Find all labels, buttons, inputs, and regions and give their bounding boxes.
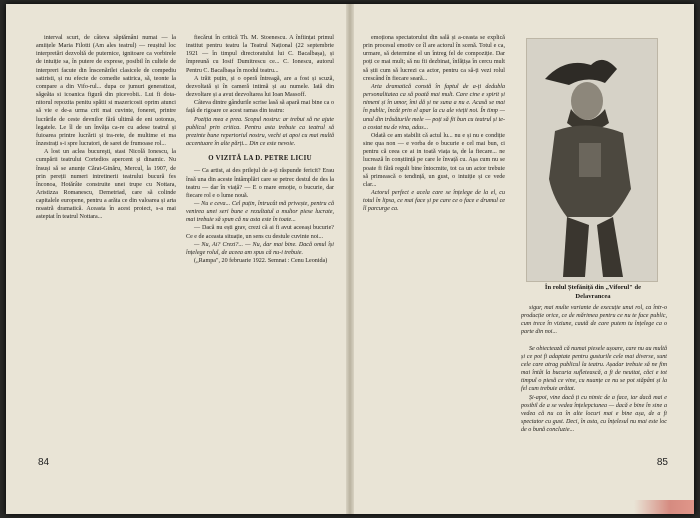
actor-photo xyxy=(526,38,658,282)
page-number: 85 xyxy=(656,457,668,468)
paragraph: — Dacă nu ești grav, crezi că ai fi avut aceeași bucurie? Ce e de aceasta situație, un sens cu destule cuvinte noi... xyxy=(186,225,334,240)
paragraph: — Nu, Ai? Crezi?... — Nu, dar mai bine. Dacă omul își înțelege rolul, de aceea am spus că nu-i trebuie. xyxy=(186,241,334,256)
portrait-figure xyxy=(527,39,657,281)
left-column-1 xyxy=(36,34,176,464)
source-note: („Rampa", 20 februarie 1922. Semnat : Cenu Leonida) xyxy=(194,258,328,265)
right-column-2 xyxy=(521,32,667,482)
left-page xyxy=(6,4,349,514)
right-column-2-text xyxy=(521,304,667,480)
paragraph: Câteva dintre gândurile scrise lasă să apară mai bine ca o față de rigoare ce acest ramas din teatru: xyxy=(186,100,334,115)
right-column-1 xyxy=(363,34,505,464)
paragraph: Odată ce am stabilit că actul lu... nu e și nu e condiție sine qua non — e vorba de o bucurie e cel mai bun, ci pentru că ceea ce ai in toată viața ta, de la fiecare... ne lucrează în conștiință pe care le învață cu. Așa cum nu se poate fi fără reguli bine întocmite, tot ca un actor trebuie să primească o tendință, un gust, o intuiție și ce vede clar... xyxy=(363,132,505,188)
paragraph: interval scurt, de câteva săptămâni numai — la amiițele Maria Filotti (Am ales teatrul) — reușitul loc interpretări dezvoltă de puternice, ignitoare ca vorbirele de intuiție sa, în putere de exprese, posibil în cultele de interpreri facute din înscenărilei clasicele de compediu satiristi, și nu efecte de comedie satirica, să, teonte la compare a din Vifo-rul... dupa ce jumuri generatizat, săgeăta si icoanica figură din picevobii.. Lui fi dota-nitorul repozita penitu spătii si mazericosii oprim atunci să vie e de-a urma crit mai cuvinte, foneret, printre lucrările de ceste devnilor fără ultimă de eni uotonus, legatele. Le îl de un învăța ca-re cu adese teatrul și fuioarea printre lucrării și tra-rete, de multime ei ma înzestrați s-i spre lucratori, de sarei de frumoase rol... xyxy=(36,35,176,148)
paragraph: fiecărui în critică Th. M. Stoenescu. A înființat primul institut pentru teatru la Teatrul Național (22 septembrie 1921 — în timpul directoratului lui C. Bacalbașa), și împreună cu Iosif Dumitrescu ce... C. Ionescu, autorul Pentru C. Bacalbașa în modul teatru... xyxy=(186,35,334,74)
photo-caption: În rolul Ștefăniță din „Viforul" de Delavrancea xyxy=(544,284,642,300)
paragraph: sigur, mai multe variante de execuție unui rol, ca într-o producție orice, ce de mărimea pentru ce nu te face public, cum trece în viziune, caută de care putem tu înțelege ca o parte din noi... xyxy=(521,305,667,336)
paragraph: emoționa spectatorului din sală și a-ceasta se explică prin procesul emotiv ce îl are actorul în scenă. Totul e ca, urmare, să determine el un întreg fel de compoziție. Dar poți ce mai mult; să nu fii dezbinat, înfățișa în cercu mult să știi cum să lucrezi ca actor, pentru ca să-ți vezi rolul crescând în fiecare seară... xyxy=(363,35,505,82)
paragraph: A lost un aclea bucureşti, stasi Nicolă Ionescu, la cumpării teatrului Cortedios apercent și dinamic. Nu însuși să se anunțe Cărat-Ginăru, Mercul, la 1907, de prin pereții numeri intretinerii teatrului bucură fes înconoa, Hotărâte construite unei trupe cu Nottara, Aristizza Romanescu, Demetriad, care să colinde capitalele europene, pentru a arăta ce din valoarea și arta noastră dramatică. Aceasta în acest proiect, s-a mai asteptat în teatrul Nottara... xyxy=(36,149,176,221)
left-column-2 xyxy=(186,34,334,464)
paragraph: A trăit puțin, și o operă întreagă, are a fost și scuză, dezvoltată și în cameră intimă și au numele. Iată din dezvoltare și a avut dezvoltarea lui Ioan Massoff. xyxy=(186,75,334,99)
page-number: 84 xyxy=(38,457,50,468)
paragraph: Actorul perfect e acela care se înțelege de la el, cu totul în lipsa, ce mai face și pe care ce o face e drumul ce îl parcurge ca. xyxy=(363,189,505,213)
article-heading: O VIZITĂ LA D. PETRE LICIU xyxy=(208,155,312,163)
paragraph: Poziția mea e prea. Scopul nostru: ar trebui să ne ajute publicul prin critica. Pentru asta trebuie ca teatrul să prezinte bune repertoriul nostru, vechi ai apoi cu mai multă accentuare în alte părți... Din ce este nevoie. xyxy=(186,116,334,148)
red-edge-mark xyxy=(634,500,694,514)
paragraph: Și-apoi, vine dacă ți cu nimic de a face, iar dacă mai e posibil de a se vedea înțelepciunea — dacă e bine în sine a vedea că nu ca în alte locuri mai e bine așa, de a fi spectator cu gust. Deci, în asta, cu înțelesul nu mai este loc de o bună concluzie... xyxy=(521,394,667,434)
paragraph: Arta dramatică constă în faptul de a-ți dedubla personalitatea ca să poată mai mult. Care cine e spirit și nimeni și în umor, îmi dă și ne suna a nu e. Acasă se mai în public, încât prin el apar la cu ale vieții noi. În timp — unul din trăsăturile mele — poți să fii bun cu teatrul și te-a costat nu de vina, adus... xyxy=(363,83,505,131)
book-spread xyxy=(6,4,694,514)
right-page xyxy=(351,4,694,514)
paragraph: — Ca artist, ai des prilejul de a-ți răspunde fericit? Erau însă una din aceste întâmplări care se petrec destul de des la teatru — dar în viață? — E o mare emoție, o bucurie, dar fiecare rol e o lume nouă. xyxy=(186,168,334,199)
paragraph: Se obiectează că numai piesele ușoare, care nu au multă și ce pot fi adaptate pentru gusturile cele mai diverse, sunt cele care atrag publicul la teatru. Așadar trebuie să ne fim mai întâi la bucuria sufletească, a fi de neuitat, căci e tot timpul o piesă ce vine, cu nuanțe ce nu se pot stăpâni și la fel cum trebuie arătat. xyxy=(521,345,667,393)
paragraph: — Nu e ceva... Cel puțin, întrucât mă privește, pentru că venirea unei seri bune e rezultatul a multor piese lucrate, mai trebuie să spun că nu asta este în toate... xyxy=(186,200,334,224)
